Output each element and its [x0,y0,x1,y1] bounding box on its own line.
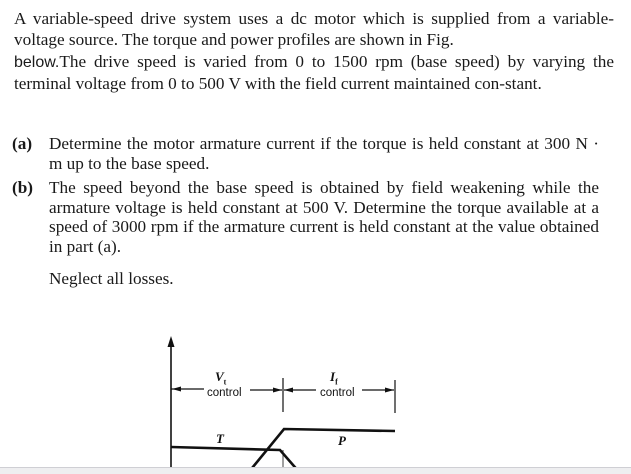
part-a-text: Determine the motor armature current if the torque is held constant at 300 N · m up to the base speed. [49,134,599,173]
if-left-arrow-icon [284,388,293,393]
problem-intro-below: below. [14,53,60,71]
vt-right-arrow-icon [273,388,282,393]
torque-label: T [216,431,224,446]
problem-statement [14,8,614,94]
vt-left-arrow-icon [172,387,181,392]
problem-intro-part1: A variable-speed drive system uses a dc motor which is supplied from a variable-voltage source. The torque and power profiles are shown in Fig. [14,9,614,50]
problem-intro-part2: The drive speed is varied from 0 to 1500 rpm (base speed) by varying the terminal voltage from 0 to 500 V with the field current maintained con-stant. [14,51,614,93]
profile-diagram [150,320,430,473]
part-b-text: The speed beyond the base speed is obtained by field weakening while the armature voltage is held constant at 500 V. Determine the torque available at a speed of 3000 rpm if the armature current is held constant at the value obtained in part (a). [49,178,599,256]
if-control-label: control [320,387,355,399]
y-axis-arrow-icon [168,336,175,347]
if-right-arrow-icon [385,388,394,393]
vt-symbol: $V_t$ [215,369,227,387]
part-b-label: (b) [12,178,34,197]
vt-control-label: control [207,387,242,399]
power-label: P [338,433,346,448]
part-a-label: (a) [12,134,33,153]
torque-power-profile-figure [150,320,430,473]
if-symbol: $I_f$ [330,369,338,387]
note-neglect-losses: Neglect all losses. [49,269,174,288]
